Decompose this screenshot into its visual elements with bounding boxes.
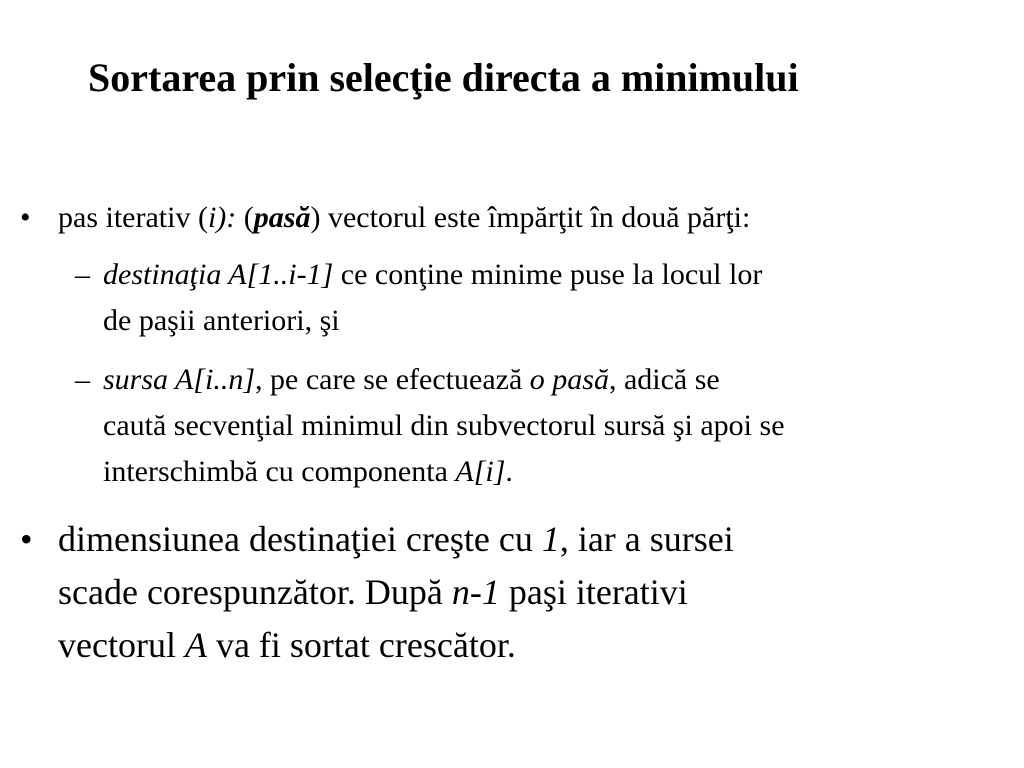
slide-title: Sortarea prin selecţie directa a minimului xyxy=(88,55,799,100)
text-run-italic: n-1 xyxy=(451,572,500,612)
text-line xyxy=(58,513,734,566)
dash-marker: – xyxy=(75,363,90,396)
text-run: paşi iterativi xyxy=(499,572,688,612)
text-run: pas iterativ ( xyxy=(58,201,208,234)
text-run: ( xyxy=(243,201,254,234)
text-run: vectorul xyxy=(58,625,185,665)
text-line: de paşii anteriori, şi xyxy=(103,304,340,337)
text-run: va fi sortat crescător. xyxy=(206,625,516,665)
text-run: interschimbă cu componenta xyxy=(103,455,456,488)
text-run: ce conţine minime puse la locul lor xyxy=(333,258,763,291)
text-run: . xyxy=(505,455,513,488)
text-line xyxy=(103,449,785,495)
text-run-italic: 1 xyxy=(541,519,560,559)
text-run: dimensiunea destinaţiei creşte cu xyxy=(58,519,542,559)
sub-text-destination xyxy=(103,252,762,344)
text-run-italic: A xyxy=(184,625,207,665)
text-line xyxy=(58,619,734,672)
text-run-italic: A[i] xyxy=(455,455,506,488)
text-run-italic: i): xyxy=(207,201,244,234)
sub-text-source xyxy=(103,357,785,495)
text-run: scade corespunzător. După xyxy=(58,572,452,612)
bullet-marker: • xyxy=(20,519,33,559)
text-run-italic: destinaţia A[1..i-1] xyxy=(103,258,334,291)
text-run: , pe care se efectuează xyxy=(255,363,530,396)
bullet-marker: • xyxy=(20,201,31,234)
dash-marker: – xyxy=(75,258,90,291)
bullet-text-2 xyxy=(58,513,734,672)
text-line xyxy=(103,252,762,298)
text-run-bold-italic: pasă xyxy=(253,201,311,234)
text-run-italic: o pasă xyxy=(529,363,609,396)
text-run-italic: sursa A[i..n] xyxy=(103,363,255,396)
text-line xyxy=(103,357,785,403)
text-line xyxy=(58,566,734,619)
text-run: , adică se xyxy=(608,363,720,396)
text-run: ) vectorul este împărţit în două părţi: xyxy=(310,201,751,234)
text-run: , iar a sursei xyxy=(559,519,734,559)
text-line: caută secvenţial minimul din subvectorul sursă şi apoi se xyxy=(103,409,785,442)
bullet-text-1 xyxy=(58,198,750,238)
